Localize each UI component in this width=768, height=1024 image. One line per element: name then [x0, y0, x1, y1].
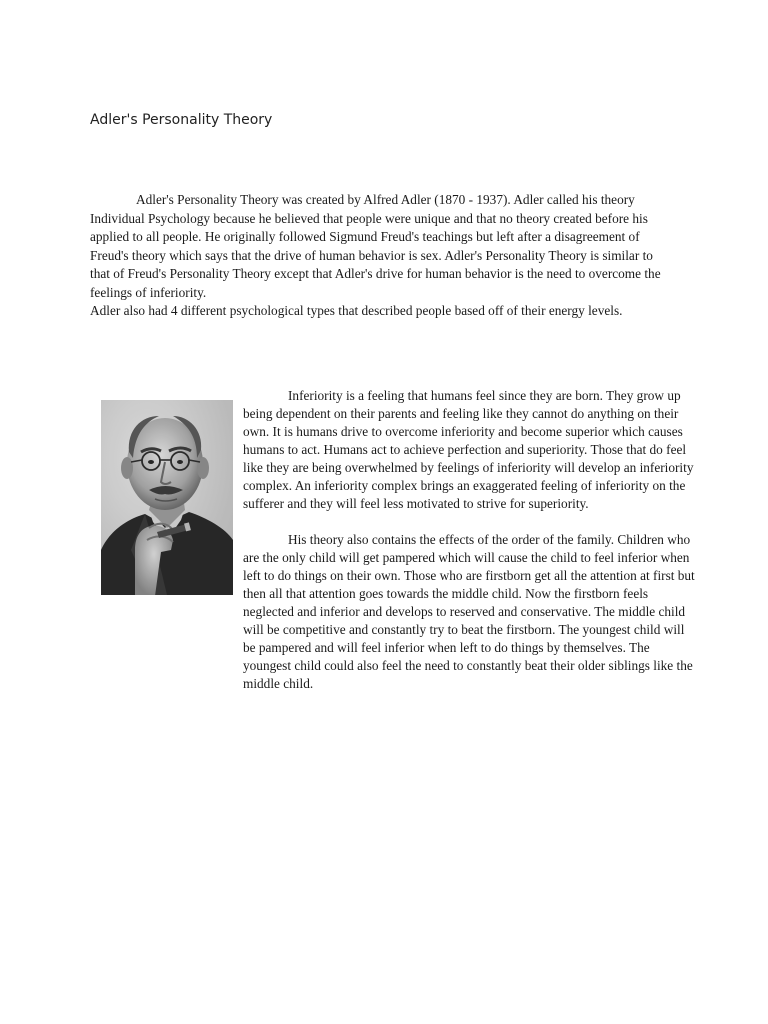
portrait-photo-graphic	[101, 400, 233, 595]
portrait-photo-icon	[101, 400, 233, 595]
body-paragraph: Inferiority is a feeling that humans feel since they are born. They grow up being dependent on their parents and feeling like they cannot do anything on their own. It is humans drive to overcome inferiority and become superior which causes humans to act. Humans act to achieve perfection and superiority. Those that do feel like they are being overwhelmed by feelings of inferiority will develop an inferiority complex. An inferiority complex brings an exaggerated feeling of inferiority on the sufferer and they will feel less motivated to strive for superiority.	[243, 388, 694, 511]
intro-paragraph: Adler's Personality Theory was created by Alfred Adler (1870 - 1937). Adler called his theory Individual Psychology because he believed that people were unique and that no theory created before his applied to all people. He originally followed Sigmund Freud's teachings but left after a disagreement of Freud's theory which says that the drive of human behavior is sex. Adler's Personality Theory is similar to that of Freud's Personality Theory except that Adler's drive for human behavior is the need to overcome the feelings of inferiority.	[90, 192, 661, 300]
body-paragraph: His theory also contains the effects of the order of the family. Children who are the only child will get pampered which will cause the child to feel inferior when left to do things on their own. Those who are firstborn get all the attention at first but then all that attention goes towards the middle child. Now the firstborn feels neglected and inferior and develops to reserved and conservative. The middle child will be competitive and constantly try to beat the firstborn. The youngest child will be pampered and will feel inferior when left to do things by themselves. The youngest child could also feel the need to constantly beat their older siblings like the middle child.	[243, 532, 695, 691]
body-column	[243, 387, 695, 693]
intro-paragraph: Adler also had 4 different psychological types that described people based off of their energy levels.	[90, 303, 623, 318]
intro-section	[90, 191, 670, 321]
document-title: Adler's Personality Theory	[90, 112, 273, 128]
